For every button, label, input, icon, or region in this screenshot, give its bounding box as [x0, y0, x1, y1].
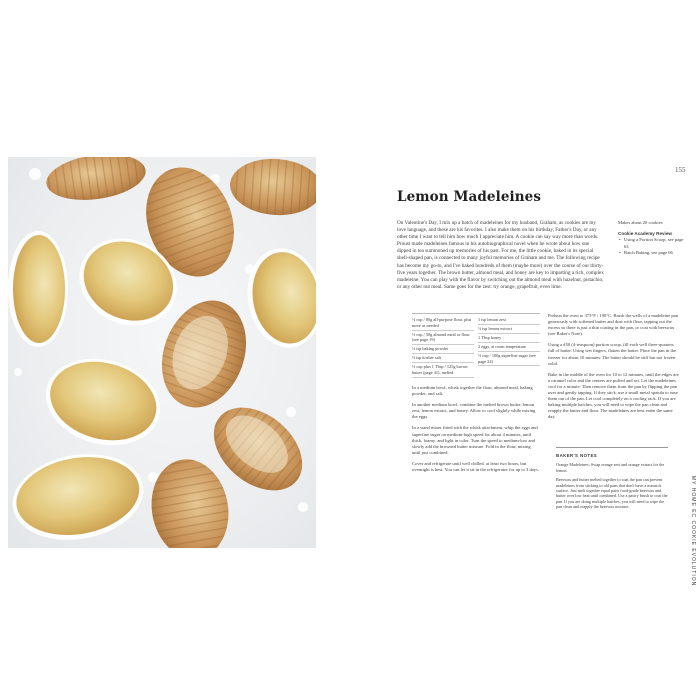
ingredient: ½ tsp baking powder [412, 345, 474, 354]
ingredient: 1 tsp lemon zest [478, 316, 540, 325]
method-step: In a medium bowl, whisk together the flour, almond meal, baking powder, and salt. [412, 385, 533, 397]
madeleine-ribbed [228, 157, 316, 218]
madeleines-illustration [8, 157, 316, 548]
bakers-note: Beeswax and butter melted together to coat the pan can prevent madeleines from sticking to old pans that don't have a nonstick surface. Just melt together equal parts food-grade beeswax and butter over low heat until combined. Use a pastry brush to coat the pan. If you are doing multiple batches, you will need to wipe the pan clean and reapply the beeswax mixture. [556, 477, 668, 510]
ingredient: ½ cup plus 1 Tbsp / 125g brown butter (page 41), melted [412, 363, 474, 378]
recipe-sidebar [618, 220, 684, 256]
ingredient: ½ tsp kosher salt [412, 354, 474, 363]
madeleine-glazed [36, 346, 170, 457]
method-step: Preheat the oven to 375°F / 190°C. Brush the wells of a madeleine pan generously with softened butter and dust with flour, tapping out the excess so there is just a thin coating in the pan, or coat with beeswax (see Baker's Note). [548, 313, 678, 337]
cross-reference-list [618, 237, 684, 256]
cross-reference-item: • Using a Portion Scoop, see page 63 [618, 237, 684, 249]
method-step: In a stand mixer fitted with the whisk attachment, whip the eggs and superfine sugar on medium-high speed for about 4 minutes, until thick, foamy, and light in color. Turn the speed to medium-low and slowly add the browned butter mixture. Fold in the flour, mixing until just combined. [412, 425, 538, 455]
bakers-note: Orange Madeleines: Swap orange zest and orange extract for the lemon. [556, 462, 665, 473]
cross-reference-title: Cookie Academy Review [618, 231, 672, 237]
running-head: MY HOME EC COOKIE EVOLUTION [690, 476, 696, 587]
recipe-yield: Makes about 20 cookies [618, 220, 663, 225]
ingredient: ½ tsp lemon extract [478, 325, 540, 334]
bakers-notes [556, 447, 668, 514]
recipe-intro: On Valentine's Day, I mix up a batch of madeleines for my husband, Graham, as cookies are my love language, and these are his favorites. I also make them on his birthday, Father's Day, or any other time I want to tell him how much I appreciate him. A cookie can say way more than words. Proust made madeleines famous in his autobiographical novel when he wrote about how one dipped in tea summoned up memories of his past. For me, the little cookie, baked in its special shell-shaped pan, is connected to many joyful memories of Graham and me. The following recipe has become my go-to, and I've baked hundreds of them (maybe more) over the course of our thirty-five years together. The brown butter, almond meal, and honey are key to imparting a rich, complex madeleine. You can play with the flavor by switching out the almond meal with hazelnut, pistachio, or any other nut meal. Same goes for the zest: try orange, grapefruit, even lime. [397, 220, 604, 290]
ingredient-column-1 [412, 316, 474, 378]
madeleine-glazed [8, 231, 68, 347]
ingredient: 1 Tbsp honey [478, 334, 540, 343]
bakers-notes-title: BAKER'S NOTES [556, 453, 598, 458]
method-step: In another medium bowl, combine the melted brown butter, lemon zest, lemon extract, and honey. Allow to cool slightly while mixing the eggs. [412, 402, 536, 420]
ingredient-column-2 [478, 316, 540, 378]
madeleine-glazed [240, 242, 316, 353]
ingredient: ½ cup / 100g superfine sugar (see page 24) [478, 352, 540, 367]
page-number: 155 [675, 166, 686, 174]
cross-reference-item: • Batch Baking, see page 66 [618, 250, 684, 256]
madeleine-ribbed [144, 453, 236, 548]
madeleine-ribbed [43, 157, 148, 206]
ingredient-list [412, 313, 540, 378]
madeleine-glazed [8, 444, 150, 548]
ingredient: ½ cup / 80g all-purpose flour, plus more as needed [412, 316, 474, 331]
madeleines-photo [8, 157, 316, 548]
method-step: Bake in the middle of the oven for 10 to 12 minutes, until the edges are a caramel color and the centers are puffed and set. Let the madeleines cool for a minute. Then remove them from the pan by flipping the pan over and gently tapping. If they stick, use a small metal spatula to ease them out of the pan. Let cool completely on a cooling rack. If you are baking multiple batches, you will need to wipe the pan clean and reapply the butter and flour. The madeleines are best eaten the same day. [548, 371, 679, 420]
ingredient: ½ cup / 50g almond meal or flour (see page 19) [412, 331, 474, 346]
method-step: Cover and refrigerate until well chilled, at least two hours, but overnight is best. You can let it sit in the refrigerator for up to 3 days. [412, 460, 540, 473]
recipe-title: Lemon Madeleines [397, 189, 542, 205]
method-step: Using a #50 (4-teaspoon) portion scoop, fill each well three-quarters full of batter. Using wet fingers, flatten the batter. Place the pan in the freezer for about 10 minutes. The batter should be stiff but not frozen solid. [548, 342, 677, 366]
ingredient: 2 eggs, at room temperature [478, 343, 540, 352]
method-column-left [412, 385, 540, 478]
method-column-right [548, 313, 680, 426]
